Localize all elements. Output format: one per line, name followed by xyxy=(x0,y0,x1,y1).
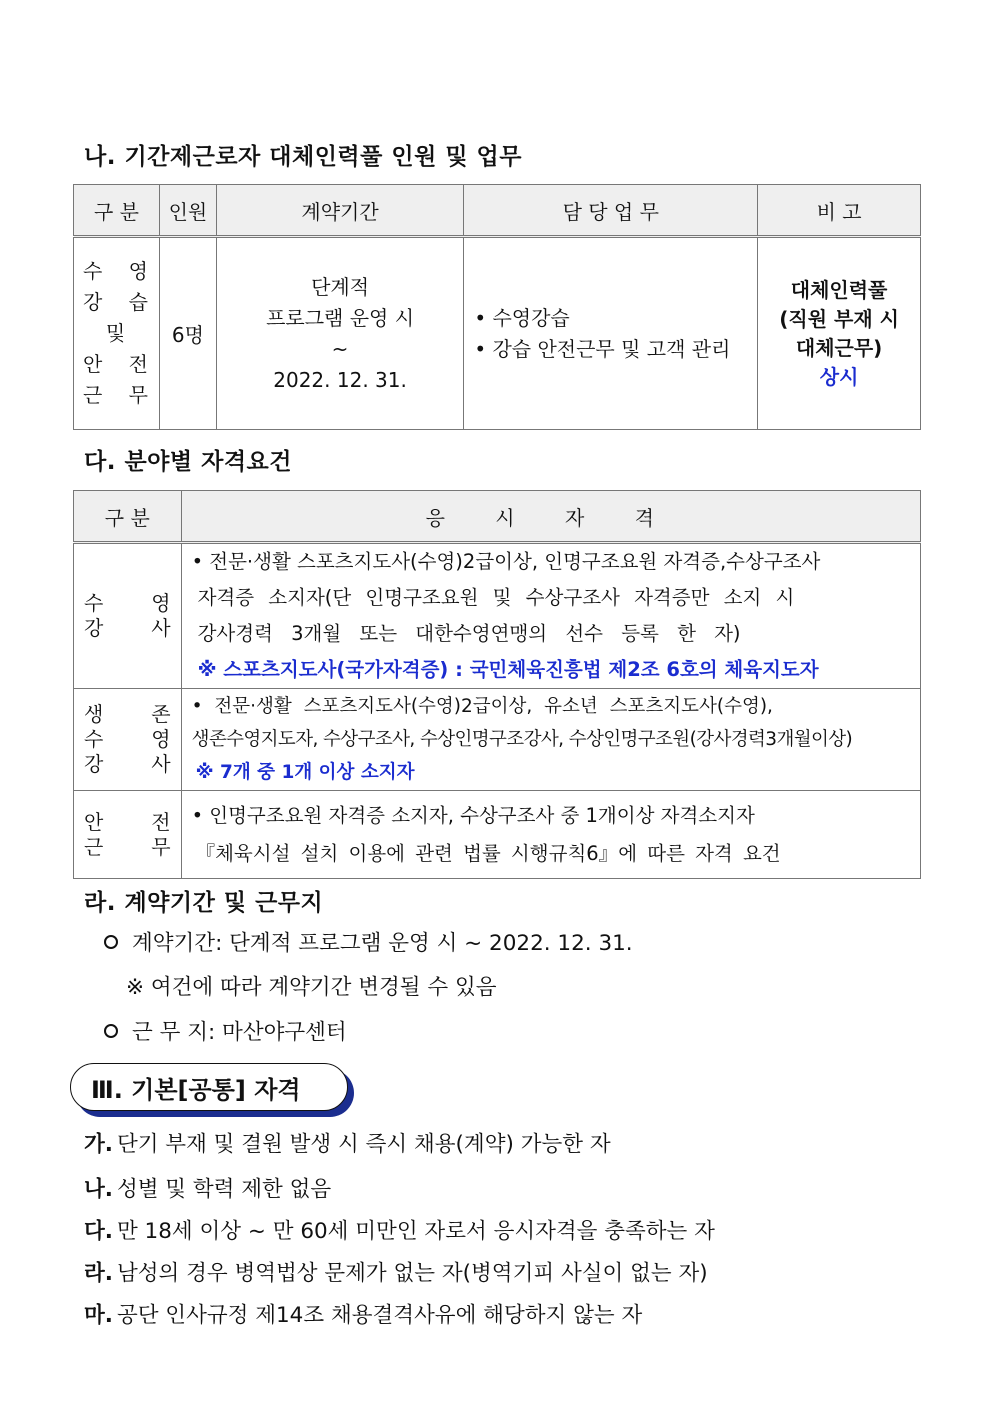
list-item: 나. 성별 및 학력 제한 없음 xyxy=(84,1177,332,1202)
qualification-cell: • 전문·생활 스포츠지도사(수영)2급이상, 유소년 스포츠지도사(수영), 생존수영지도자, 수상구조사, 수상인명구조강사, 수상인명구조원(강사경력3개월이상) ※ 7개 중 1개 이상 소지자 xyxy=(181,689,920,791)
header-division: 구 분 xyxy=(74,491,182,543)
section-3-title: Ⅲ. 기본[공통] 자격 xyxy=(70,1063,348,1111)
section-3-title-box xyxy=(70,1063,350,1113)
section-na-title: 나. 기간제근로자 대체인력풀 인원 및 업무 xyxy=(84,144,522,170)
duties-cell: • 수영강습 • 강습 안전근무 및 고객 관리 xyxy=(464,237,758,430)
circle-bullet-icon xyxy=(104,1024,118,1038)
division-cell: 수 영 강 습 및 안 전 근 무 xyxy=(74,237,160,430)
table-header-row xyxy=(74,185,921,237)
section-ra-title: 라. 계약기간 및 근무지 xyxy=(84,890,324,916)
table-row xyxy=(74,791,921,879)
circle-bullet-icon xyxy=(104,935,118,949)
header-count: 인원 xyxy=(159,185,216,237)
list-item: 마. 공단 인사규정 제14조 채용결격사유에 해당하지 않는 자 xyxy=(84,1303,643,1328)
remarks-cell: 대체인력풀 (직원 부재 시 대체근무) 상시 xyxy=(758,237,921,430)
header-qualification: 응 시 자 격 xyxy=(181,491,920,543)
section-da-title: 다. 분야별 자격요건 xyxy=(84,449,292,475)
table-row xyxy=(74,237,921,430)
division-cell: 생 존 수 영 강 사 xyxy=(74,689,182,791)
workplace-line: 근 무 지: 마산야구센터 xyxy=(104,1015,347,1046)
qualification-cell: • 전문·생활 스포츠지도사(수영)2급이상, 인명구조요원 자격증,수상구조사 자격증 소지자(단 인명구조요원 및 수상구조사 자격증만 소지 시 강사경력 3개월 또는 대한수영연맹의 선수 등록 한 자) ※ 스포츠지도사(국가자격증) : 국민체육진흥법 제2조 6호의 체육지도자 xyxy=(181,543,920,689)
division-cell: 안 전 근 무 xyxy=(74,791,182,879)
list-item: 가. 단기 부재 및 결원 발생 시 즉시 채용(계약) 가능한 자 xyxy=(84,1132,611,1157)
contract-note: ※ 여건에 따라 계약기간 변경될 수 있음 xyxy=(126,975,497,1000)
qualification-table xyxy=(73,490,921,879)
notice-text: ※ 스포츠지도사(국가자격증) : 국민체육진흥법 제2조 6호의 체육지도자 xyxy=(197,658,819,681)
contract-period-line: 계약기간: 단계적 프로그램 운영 시 ~ 2022. 12. 31. xyxy=(104,926,633,957)
remarks-highlight: 상시 xyxy=(819,364,859,389)
qualification-cell: • 인명구조요원 자격증 소지자, 수상구조사 중 1개이상 자격소지자 『체육시설 설치 이용에 관련 법률 시행규칙6』에 따른 자격 요건 xyxy=(181,791,920,879)
substitute-pool-table xyxy=(73,184,921,430)
table-row xyxy=(74,543,921,689)
header-duties: 담 당 업 무 xyxy=(464,185,758,237)
header-period: 계약기간 xyxy=(216,185,464,237)
header-remarks: 비 고 xyxy=(758,185,921,237)
table-row xyxy=(74,689,921,791)
division-cell: 수 영 강 사 xyxy=(74,543,182,689)
list-item: 라. 남성의 경우 병역법상 문제가 없는 자(병역기피 사실이 없는 자) xyxy=(84,1261,708,1286)
header-division: 구 분 xyxy=(74,185,160,237)
count-cell: 6명 xyxy=(159,237,216,430)
list-item: 다. 만 18세 이상 ~ 만 60세 미만인 자로서 응시자격을 충족하는 자 xyxy=(84,1219,715,1244)
period-cell: 단계적 프로그램 운영 시 ~ 2022. 12. 31. xyxy=(216,237,464,430)
notice-text: ※ 7개 중 1개 이상 소지자 xyxy=(195,762,415,783)
table-header-row xyxy=(74,491,921,543)
